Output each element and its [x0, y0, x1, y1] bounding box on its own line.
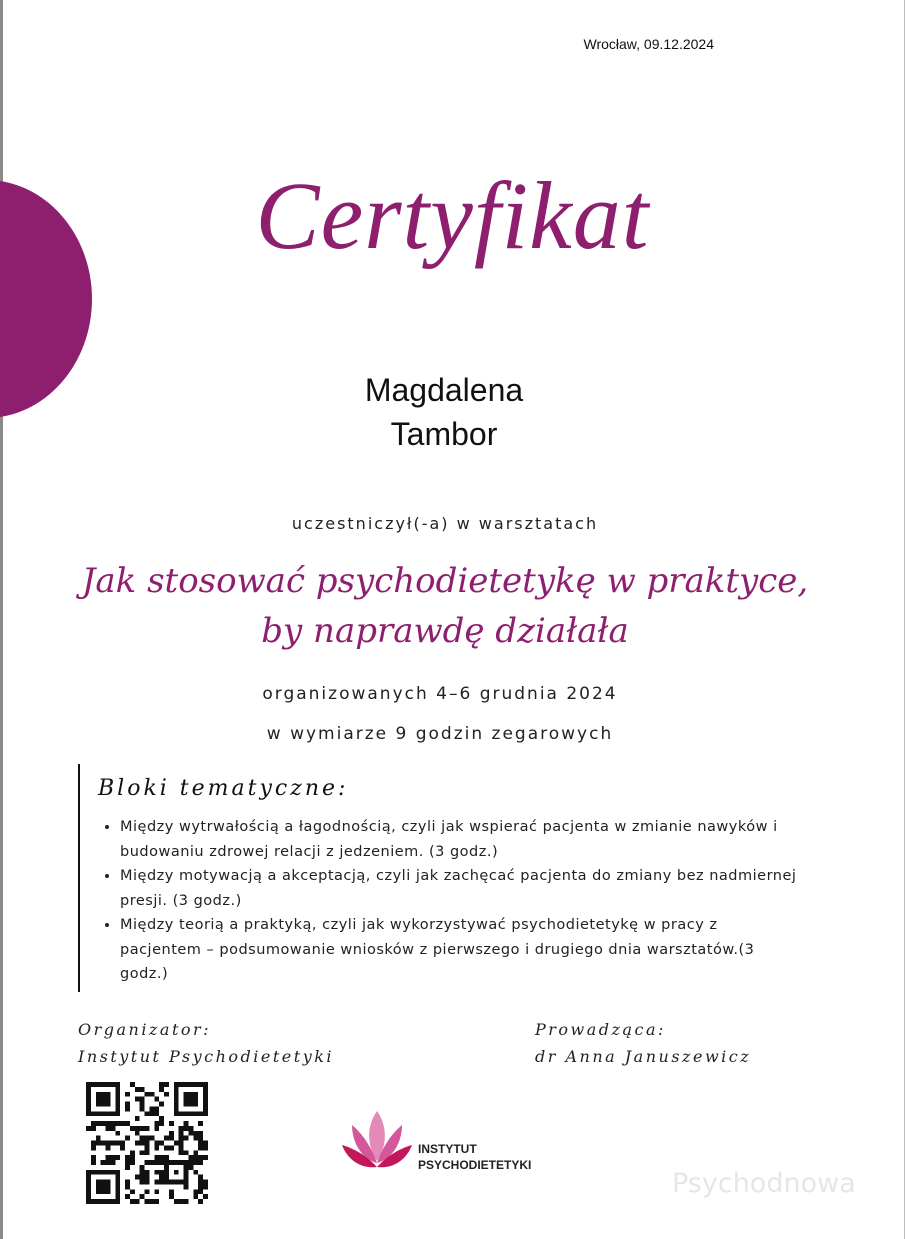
logo-line-1: INSTYTUT	[418, 1142, 477, 1156]
organizer-value: Instytut Psychodietetyki	[78, 1047, 335, 1066]
participation-text: uczestniczył(-a) w warsztatach	[291, 514, 599, 533]
qr-code	[86, 1082, 208, 1204]
workshop-title-line-2: by naprawdę działała	[261, 611, 629, 651]
recipient-first-name: Magdalena	[364, 372, 524, 408]
list-item: • Między teorią a praktyką, czyli jak wykorzystywać psychodietetykę w pracy z pacjentem – podsumowanie wniosków z pierwszego i drugiego dnia warsztatów.(3 godz.)	[120, 913, 798, 987]
recipient-name	[244, 368, 644, 456]
institute-logo-text	[418, 1141, 531, 1173]
list-item: • Między motywacją a akceptacją, czyli jak zachęcać pacjenta do zmiany bez nadmiernej presji. (3 godz.)	[120, 864, 798, 913]
logo-line-2: PSYCHODIETETYKI	[418, 1158, 532, 1172]
organizer-label: Organizator:	[78, 1020, 212, 1039]
lead-value: dr Anna Januszewicz	[535, 1047, 752, 1066]
issue-date: Wrocław, 09.12.2024	[583, 36, 714, 52]
lotus-icon	[340, 1107, 414, 1177]
recipient-last-name: Tambor	[390, 416, 498, 452]
thematic-blocks	[78, 764, 798, 992]
workshop-hours: w wymiarze 9 godzin zegarowych	[266, 724, 614, 744]
certificate-title: Certyfikat	[255, 162, 650, 269]
blocks-heading: Bloki tematyczne:	[98, 776, 349, 801]
blocks-list	[98, 815, 798, 987]
lead-trainer	[535, 1016, 795, 1070]
organizer	[78, 1016, 398, 1070]
workshop-title	[0, 556, 890, 656]
workshop-title-line-1: Jak stosować psychodietetykę w praktyce,	[81, 561, 809, 601]
watermark: Psychodnowa	[672, 1168, 856, 1199]
lead-label: Prowadząca:	[535, 1020, 666, 1039]
workshop-dates: organizowanych 4–6 grudnia 2024	[262, 684, 618, 704]
list-item: • Między wytrwałością a łagodnością, czyli jak wspierać pacjenta w zmianie nawyków i budowaniu zdrowej relacji z jedzeniem. (3 godz.)	[120, 815, 798, 864]
